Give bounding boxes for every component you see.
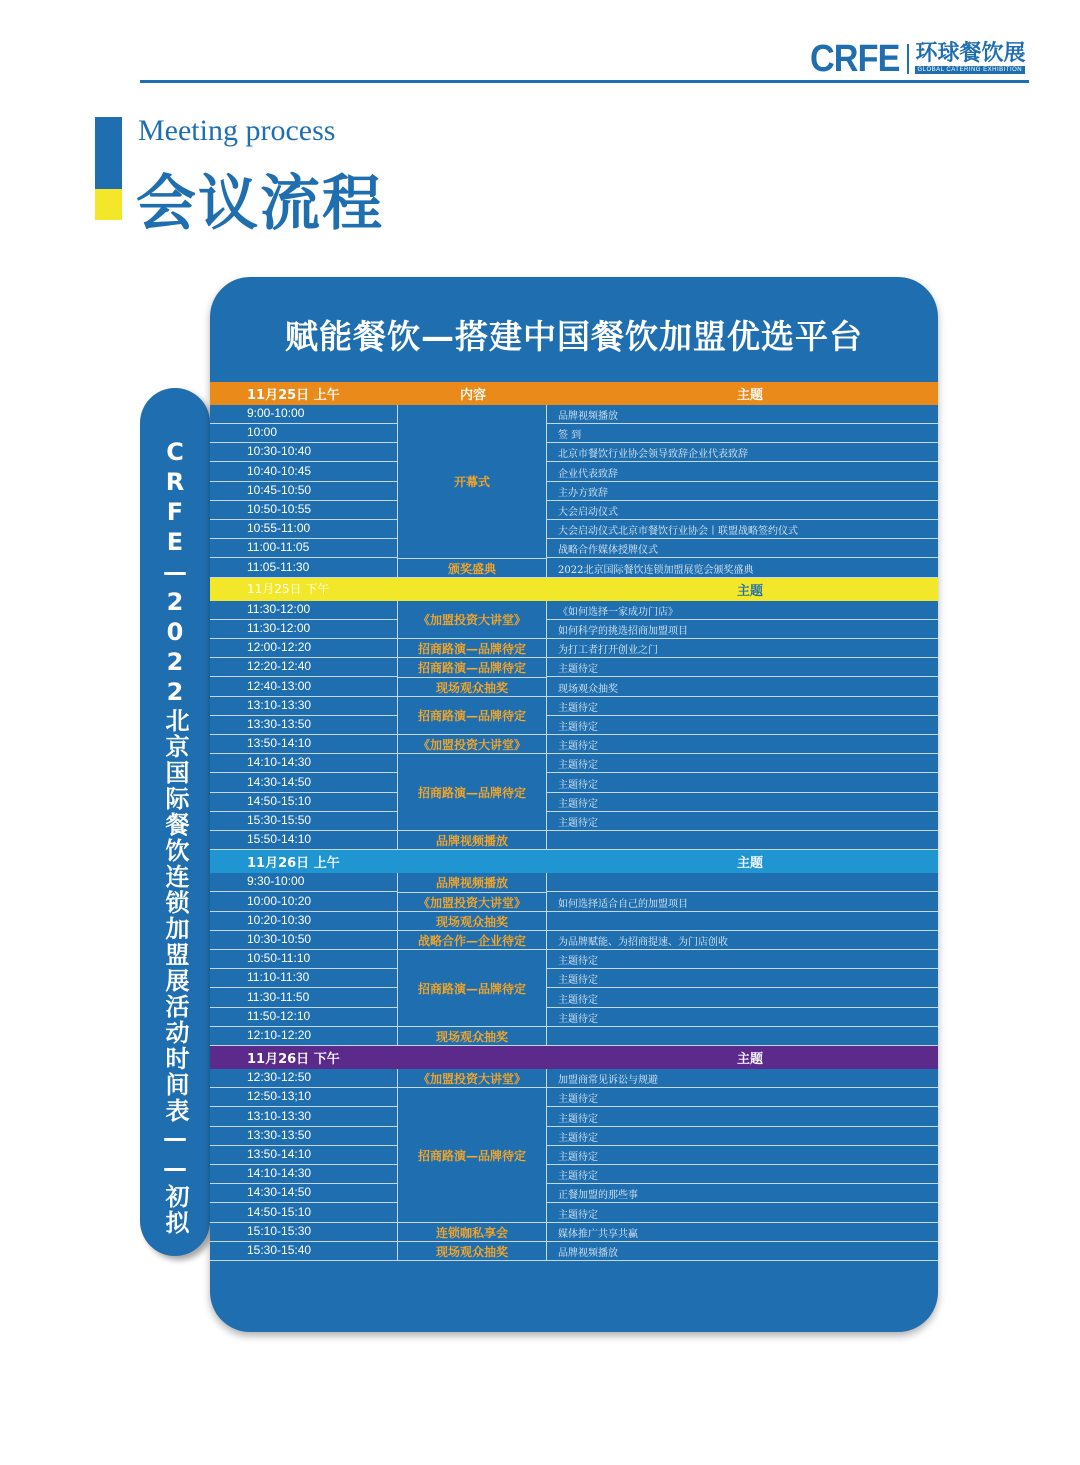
row-theme: 北京市餐饮行业协会领导致辞企业代表致辞 <box>558 449 748 461</box>
table-row <box>210 950 938 969</box>
table-row <box>210 539 938 558</box>
crfe-logo <box>810 40 1025 78</box>
column-divider <box>397 405 398 578</box>
section-date: 11月26日 下午 <box>247 1052 340 1068</box>
table-row <box>210 443 938 462</box>
table-row <box>210 912 938 931</box>
section-date: 11月25日 上午 <box>247 388 340 403</box>
row-theme: 现场观众抽奖 <box>558 683 618 695</box>
row-content: 招商路演—品牌待定 <box>417 982 526 997</box>
row-content: 连锁咖私享会 <box>435 1225 508 1240</box>
section-content-header: 内容 <box>460 388 487 403</box>
row-theme: 主题待定 <box>558 722 598 733</box>
row-theme: 主题待定 <box>558 994 598 1006</box>
column-divider <box>397 1069 398 1261</box>
row-theme: 正餐加盟的那些事 <box>558 1190 638 1202</box>
row-theme: 主题待定 <box>558 1013 598 1025</box>
row-time: 14:10-14:30 <box>247 1166 312 1181</box>
table-row <box>210 754 938 773</box>
row-content: 《加盟投资大讲堂》 <box>417 1072 526 1087</box>
row-theme: 主题待定 <box>558 1171 598 1183</box>
row-theme: 签 到 <box>558 430 582 442</box>
logo-cn-name: 环球餐饮展 <box>915 40 1026 66</box>
table-row <box>210 678 938 697</box>
table-row <box>210 812 938 831</box>
section-header <box>210 382 938 405</box>
table-row <box>210 520 938 539</box>
table-row <box>210 1088 938 1107</box>
row-theme: 品牌视频播放 <box>558 1248 618 1259</box>
row-time: 10:45-10:50 <box>247 482 312 497</box>
panel-title: 赋能餐饮—搭建中国餐饮加盟优选平台 <box>285 317 863 356</box>
table-row <box>210 1204 938 1223</box>
section-theme-header: 主题 <box>737 583 764 599</box>
row-theme: 主题待定 <box>558 956 598 968</box>
row-theme: 主题待定 <box>558 779 598 791</box>
row-theme: 如何选择适合自己的加盟项目 <box>558 898 688 910</box>
row-theme: 主题待定 <box>558 975 598 987</box>
row-time: 10:20-10:30 <box>247 912 312 927</box>
row-time: 12:10-12:20 <box>247 1028 312 1042</box>
row-theme: 主题待定 <box>558 798 598 810</box>
row-theme: 品牌视频播放 <box>558 411 618 422</box>
table-row <box>210 989 938 1008</box>
table-row <box>210 1146 938 1165</box>
row-time: 15:30-15:50 <box>247 813 312 827</box>
table-row <box>210 1184 938 1203</box>
row-content: 现场观众抽奖 <box>435 680 508 695</box>
row-time: 14:30-14:50 <box>247 774 312 789</box>
row-theme: 加盟商常见诉讼与规避 <box>558 1075 658 1087</box>
table-row <box>210 424 938 443</box>
row-time: 11:50-12:10 <box>247 1008 311 1023</box>
section-header <box>210 578 938 601</box>
row-time: 13:10-13:30 <box>247 1108 312 1123</box>
row-theme: 大会启动仪式 <box>558 507 618 518</box>
table-row <box>210 601 938 620</box>
row-time: 11:05-11:30 <box>247 559 310 574</box>
row-time: 11:30-11:50 <box>247 989 310 1004</box>
row-time: 14:30-14:50 <box>247 1185 312 1200</box>
column-divider <box>546 873 547 1046</box>
row-time: 13:50-14:10 <box>247 736 312 751</box>
column-divider <box>546 601 547 851</box>
row-time: 13:50-14:10 <box>247 1147 312 1161</box>
table-row <box>210 1008 938 1027</box>
section-header <box>210 1046 938 1069</box>
side-title-text: —2022北京国际餐饮连锁加盟展活动时间表——初拟 <box>161 558 189 1236</box>
row-theme: 主题待定 <box>558 818 598 829</box>
row-time: 10:00 <box>247 425 278 440</box>
row-content: 现场观众抽奖 <box>435 1030 508 1045</box>
row-time: 10:50-11:10 <box>247 951 311 966</box>
side-title-brand: CRFE <box>161 438 189 558</box>
column-divider <box>397 873 398 1046</box>
row-time: 14:50-15:10 <box>247 1204 312 1219</box>
table-row <box>210 620 938 639</box>
row-theme: 主题待定 <box>558 1113 598 1125</box>
row-time: 11:30-12:00 <box>247 601 311 616</box>
row-time: 12:20-12:40 <box>247 659 312 674</box>
row-time: 13:10-13:30 <box>247 697 312 712</box>
table-row <box>210 716 938 735</box>
heading-accent-blue <box>95 117 122 189</box>
row-content: 战略合作—企业待定 <box>417 934 526 949</box>
row-time: 12:30-12:50 <box>247 1070 312 1085</box>
row-time: 15:50-14:10 <box>247 832 312 847</box>
row-divider <box>210 1260 397 1261</box>
row-time: 15:10-15:30 <box>247 1223 312 1238</box>
table-row <box>210 1108 938 1127</box>
table-row <box>210 658 938 677</box>
section-theme-header: 主题 <box>737 1052 764 1068</box>
row-theme: 为打工者打开创业之门 <box>558 645 658 657</box>
row-time: 12:00-12:20 <box>247 640 312 655</box>
row-content: 《加盟投资大讲堂》 <box>417 738 526 753</box>
row-divider <box>546 1260 938 1261</box>
table-row <box>210 639 938 658</box>
row-theme: 企业代表致辞 <box>558 468 618 480</box>
row-content: 颁奖盛典 <box>447 561 496 576</box>
table-row <box>210 969 938 988</box>
row-content: 开幕式 <box>453 475 490 490</box>
row-theme: 如何科学的挑选招商加盟项目 <box>558 626 688 637</box>
table-row <box>210 501 938 520</box>
heading-en: Meeting process <box>138 114 336 147</box>
row-theme: 为品牌赋能、为招商提速、为门店创收 <box>558 937 728 948</box>
row-theme: 2022北京国际餐饮连锁加盟展览会颁奖盛典 <box>558 564 754 576</box>
table-row <box>210 1069 938 1088</box>
heading-accent-yellow <box>95 189 122 220</box>
row-content: 现场观众抽奖 <box>435 1245 508 1260</box>
row-time: 11:30-12:00 <box>247 621 311 635</box>
row-theme: 主题待定 <box>558 760 598 772</box>
row-content: 《加盟投资大讲堂》 <box>417 895 526 910</box>
row-time: 12:50-13;10 <box>247 1089 312 1104</box>
row-theme: 《如何选择一家成功门店》 <box>558 606 678 618</box>
row-theme: 战略合作媒体授牌仪式 <box>558 545 658 557</box>
logo-en-name: GLOBAL CATERING EXHIBITION <box>915 66 1025 74</box>
row-time: 13:30-13:50 <box>247 717 312 731</box>
side-title <box>140 438 210 1236</box>
table-row <box>210 873 938 892</box>
section-theme-header: 主题 <box>737 856 764 872</box>
row-time: 10:40-10:45 <box>247 463 312 478</box>
logo-brand: CRFE <box>810 38 900 80</box>
section-date: 11月26日 上午 <box>247 856 340 872</box>
table-row <box>210 1242 938 1261</box>
column-divider <box>546 405 547 578</box>
row-content: 品牌视频播放 <box>435 834 508 849</box>
table-row <box>210 931 938 950</box>
row-content: 招商路演—品牌待定 <box>417 1149 526 1164</box>
row-time: 12:40-13:00 <box>247 678 312 693</box>
row-time: 11:00-11:05 <box>247 540 310 555</box>
row-content: 招商路演—品牌待定 <box>417 661 526 676</box>
table-row <box>210 559 938 578</box>
table-row <box>210 463 938 482</box>
column-divider <box>397 601 398 851</box>
section-date: 11月25日 下午 <box>247 581 330 596</box>
row-theme: 主题待定 <box>558 664 598 676</box>
schedule-panel <box>210 277 938 1332</box>
row-content: 《加盟投资大讲堂》 <box>417 613 526 628</box>
section-theme-header: 主题 <box>737 388 764 403</box>
table-row <box>210 893 938 912</box>
table-row <box>210 831 938 850</box>
row-content: 招商路演—品牌待定 <box>417 709 526 724</box>
table-row <box>210 697 938 716</box>
row-time: 10:55-11:00 <box>247 521 311 536</box>
column-divider <box>546 1069 547 1261</box>
content-divider <box>398 1260 546 1261</box>
table-row <box>210 1027 938 1046</box>
table-row <box>210 735 938 754</box>
row-time: 9:00-10:00 <box>247 406 305 420</box>
table-row <box>210 1223 938 1242</box>
side-title-pill <box>140 388 210 1256</box>
row-time: 13:30-13:50 <box>247 1127 312 1142</box>
row-content: 品牌视频播放 <box>435 876 508 891</box>
row-time: 10:00-10:20 <box>247 893 312 908</box>
row-time: 10:30-10:40 <box>247 444 312 459</box>
row-theme: 主题待定 <box>558 1132 598 1144</box>
table-row <box>210 774 938 793</box>
section-header <box>210 850 938 873</box>
row-content: 现场观众抽奖 <box>435 914 508 929</box>
row-theme: 媒体推广共享共赢 <box>558 1228 638 1240</box>
row-time: 15:30-15:40 <box>247 1243 312 1257</box>
table-row <box>210 1127 938 1146</box>
table-row <box>210 793 938 812</box>
logo-divider <box>907 44 909 74</box>
row-content: 招商路演—品牌待定 <box>417 642 526 657</box>
row-time: 9:30-10:00 <box>247 874 305 889</box>
row-content: 招商路演—品牌待定 <box>417 786 526 801</box>
table-row <box>210 1165 938 1184</box>
row-time: 10:50-10:55 <box>247 502 312 516</box>
heading-cn: 会议流程 <box>136 169 384 239</box>
header-rule <box>140 80 1029 83</box>
row-time: 14:10-14:30 <box>247 755 312 770</box>
row-theme: 主题待定 <box>558 741 598 753</box>
row-time: 11:10-11:30 <box>247 970 310 985</box>
row-time: 14:50-15:10 <box>247 793 312 808</box>
row-theme: 主题待定 <box>558 702 598 714</box>
row-theme: 大会启动仪式北京市餐饮行业协会丨联盟战略签约仪式 <box>558 526 798 538</box>
table-row <box>210 405 938 424</box>
table-row <box>210 482 938 501</box>
row-theme: 主题待定 <box>558 1209 598 1221</box>
row-theme: 主题待定 <box>558 1152 598 1163</box>
row-time: 10:30-10:50 <box>247 932 312 946</box>
row-theme: 主办方致辞 <box>558 487 608 499</box>
row-theme: 主题待定 <box>558 1094 598 1106</box>
